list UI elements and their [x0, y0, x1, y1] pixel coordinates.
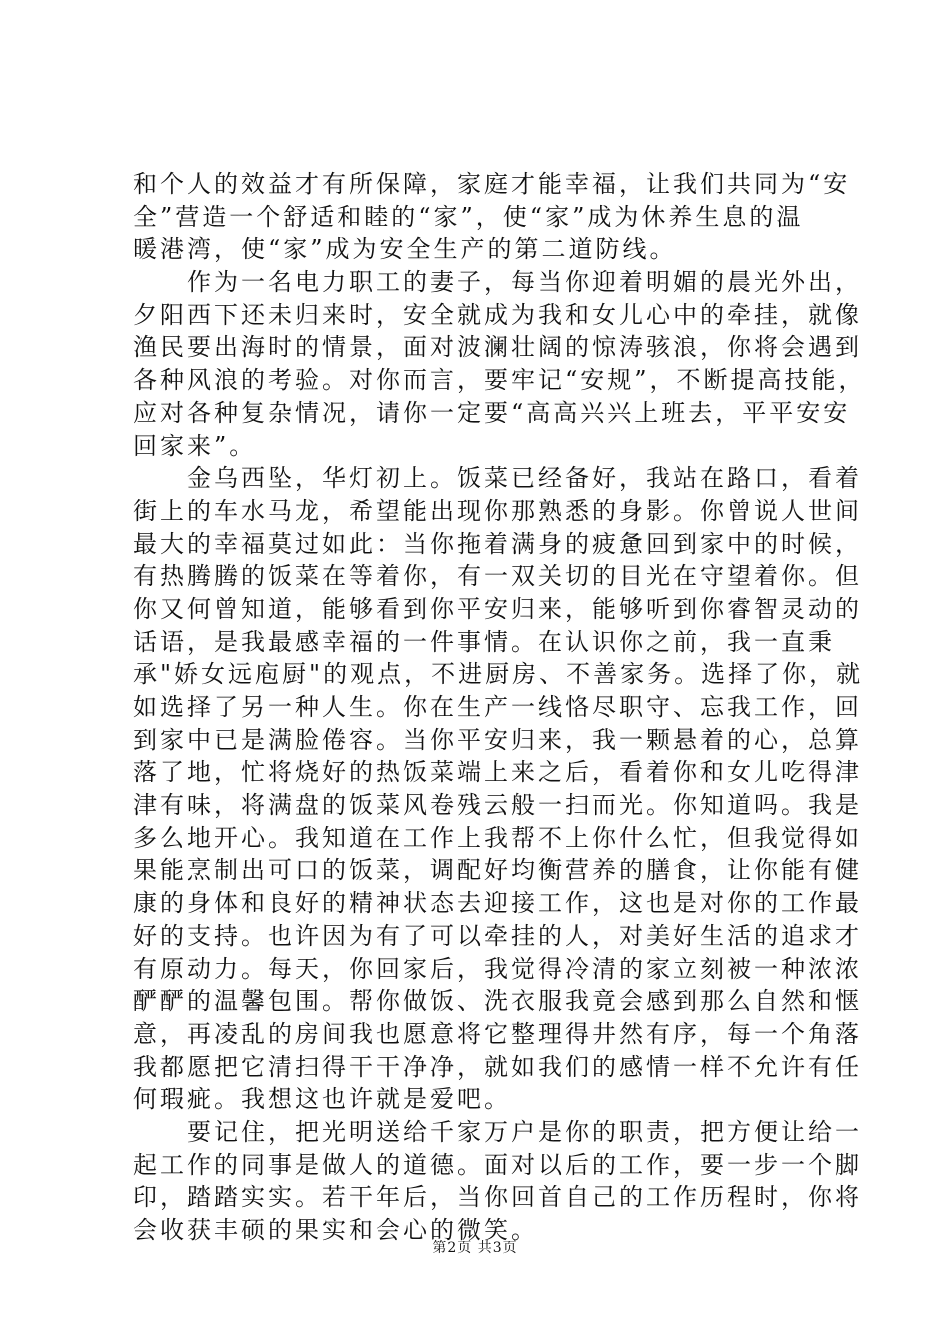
text-line: 和个人的效益才有所保障，家庭才能幸福，让我们共同为“安 — [133, 170, 851, 198]
text-line: 印，踏踏实实。若干年后，当你回首自己的工作历程时，你将 — [133, 1183, 862, 1212]
text-line: 果能烹制出可口的饭菜，调配好均衡营养的膳食，让你能有健 — [133, 856, 862, 885]
text-line: 我都愿把它清扫得干干净净，就如我们的感情一样不允许有任 — [133, 1052, 862, 1081]
text-line: 各种风浪的考验。对你而言，要牢记“安规”，不断提高技能， — [133, 366, 866, 395]
text-line: 全”营造一个舒适和睦的“家”，使“家”成为休养生息的温 — [133, 202, 804, 231]
text-line: 承"娇女远庖厨"的观点，不进厨房、不善家务。选择了你，就 — [133, 660, 864, 689]
page-footer: 第2页 共3页 — [432, 1240, 518, 1256]
text-line: 回家来”。 — [133, 431, 257, 460]
text-line: 应对各种复杂情况，请你一定要“高高兴兴上班去，平平安安 — [133, 398, 851, 427]
text-line: 康的身体和良好的精神状态去迎接工作，这也是对你的工作最 — [133, 889, 862, 918]
text-line: 暖港湾，使“家”成为安全生产的第二道防线。 — [133, 235, 677, 264]
text-line: 渔民要出海时的情景，面对波澜壮阔的惊涛骇浪，你将会遇到 — [133, 333, 862, 362]
text-line: 夕阳西下还未归来时，安全就成为我和女儿心中的牵挂，就像 — [133, 300, 862, 329]
text-line: 金乌西坠，华灯初上。饭菜已经备好，我站在路口，看着 — [133, 464, 862, 493]
text-line: 到家中已是满脸倦容。当你平安归来，我一颗悬着的心，总算 — [133, 725, 862, 754]
text-line: 津有味，将满盘的饭菜风卷残云般一扫而光。你知道吗。我是 — [133, 791, 862, 820]
text-line: 最大的幸福莫过如此：当你拖着满身的疲惫回到家中的时候， — [133, 529, 862, 558]
text-line: 要记住，把光明送给千家万户是你的职责，把方便让给一 — [133, 1117, 862, 1146]
text-line: 话语，是我最感幸福的一件事情。在认识你之前，我一直秉 — [133, 627, 835, 656]
text-line: 何瑕疵。我想这也许就是爱吧。 — [133, 1085, 511, 1114]
body-text — [133, 168, 866, 1247]
text-line: 落了地，忙将烧好的热饭菜端上来之后，看着你和女儿吃得津 — [133, 758, 862, 787]
text-line: 酽酽的温馨包围。帮你做饭、洗衣服我竟会感到那么自然和惬 — [133, 987, 862, 1016]
text-line: 好的支持。也许因为有了可以牵挂的人，对美好生活的追求才 — [133, 921, 862, 950]
text-line: 意，再凌乱的房间我也愿意将它整理得井然有序，每一个角落 — [133, 1019, 862, 1048]
text-line: 有原动力。每天，你回家后，我觉得冷清的家立刻被一种浓浓 — [133, 954, 862, 983]
text-line: 如选择了另一种人生。你在生产一线恪尽职守、忘我工作，回 — [133, 693, 862, 721]
text-line: 你又何曾知道，能够看到你平安归来，能够听到你睿智灵动的 — [133, 594, 862, 623]
text-line: 起工作的同事是做人的道德。面对以后的工作，要一步一个脚 — [133, 1150, 862, 1179]
text-line: 会收获丰硕的果实和会心的微笑。 — [133, 1216, 538, 1244]
text-line: 街上的车水马龙，希望能出现你那熟悉的身影。你曾说人世间 — [133, 496, 862, 525]
text-line: 作为一名电力职工的妻子，每当你迎着明媚的晨光外出， — [133, 268, 862, 297]
text-line: 多么地开心。我知道在工作上我帮不上你什么忙，但我觉得如 — [133, 823, 862, 852]
text-line: 有热腾腾的饭菜在等着你，有一双关切的目光在守望着你。但 — [133, 562, 862, 591]
